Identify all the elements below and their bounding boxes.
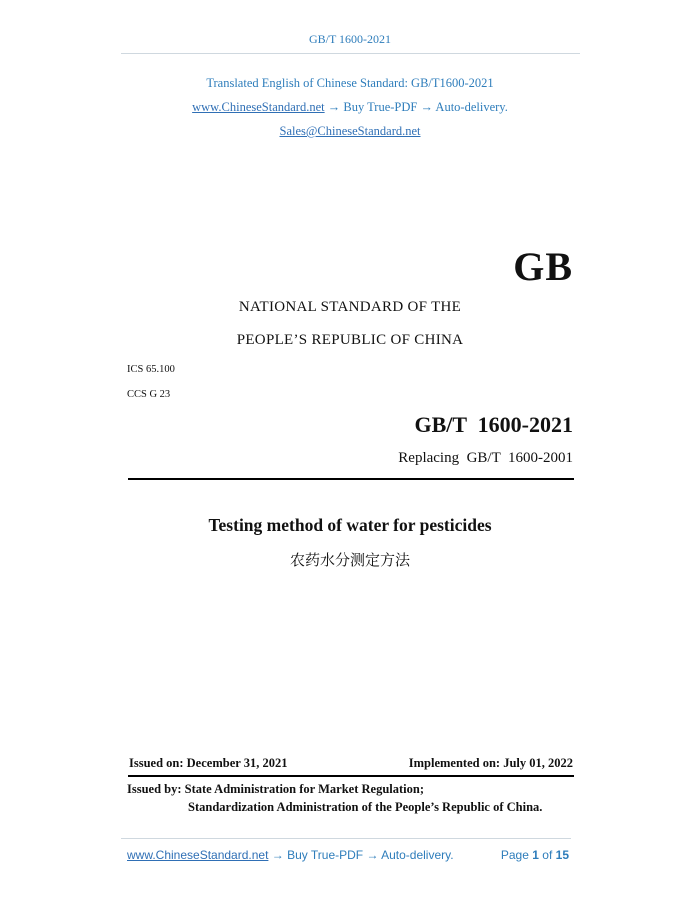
standard-number: GB/T 1600-2021 xyxy=(414,412,573,437)
banner-email-line xyxy=(0,124,700,139)
page-current: 1 xyxy=(532,848,539,862)
page-total: 15 xyxy=(555,848,569,862)
national-standard-line1: NATIONAL STANDARD OF THE xyxy=(238,299,462,315)
ics-code: ICS 65.100 xyxy=(127,364,175,375)
title-divider xyxy=(128,478,574,480)
gb-mark: GB xyxy=(513,244,573,289)
footer-buy-text: → Buy True-PDF → Auto-delivery. xyxy=(268,848,454,862)
banner-email-link[interactable]: Sales@ChineseStandard.net xyxy=(279,124,421,138)
header-divider xyxy=(121,53,580,54)
footer-divider xyxy=(121,838,571,839)
national-standard-line2: PEOPLE’S REPUBLIC OF CHINA xyxy=(236,332,464,348)
footer-site-link[interactable]: www.ChineseStandard.net xyxy=(127,848,269,862)
page-label: Page xyxy=(500,848,529,862)
banner-site-link[interactable]: www.ChineseStandard.net xyxy=(192,100,325,114)
replacing-standard: Replacing GB/T 1600-2001 xyxy=(398,450,573,466)
issued-by-line2: Standardization Administration of the People’s Republic of China. xyxy=(188,800,543,814)
footer-page-number xyxy=(501,848,569,862)
banner-buy-line xyxy=(0,100,700,115)
ccs-code: CCS G 23 xyxy=(127,389,171,400)
title-chinese: 农药水分测定方法 xyxy=(289,551,410,569)
dates-divider xyxy=(128,775,574,777)
banner-translation-note: Translated English of Chinese Standard: GB/T1600-2021 xyxy=(206,76,494,90)
footer-buy-line xyxy=(127,848,454,862)
implemented-on-date: Implemented on: July 01, 2022 xyxy=(408,756,573,770)
issued-by-line1: Issued by: State Administration for Market Regulation; xyxy=(127,782,424,796)
banner-buy-text: → Buy True-PDF → Auto-delivery. xyxy=(327,100,508,114)
page-of-label: of xyxy=(542,848,553,862)
issued-on-date: Issued on: December 31, 2021 xyxy=(129,756,288,770)
header-doc-code: GB/T 1600-2021 xyxy=(308,32,392,46)
title-english: Testing method of water for pesticides xyxy=(208,515,492,535)
